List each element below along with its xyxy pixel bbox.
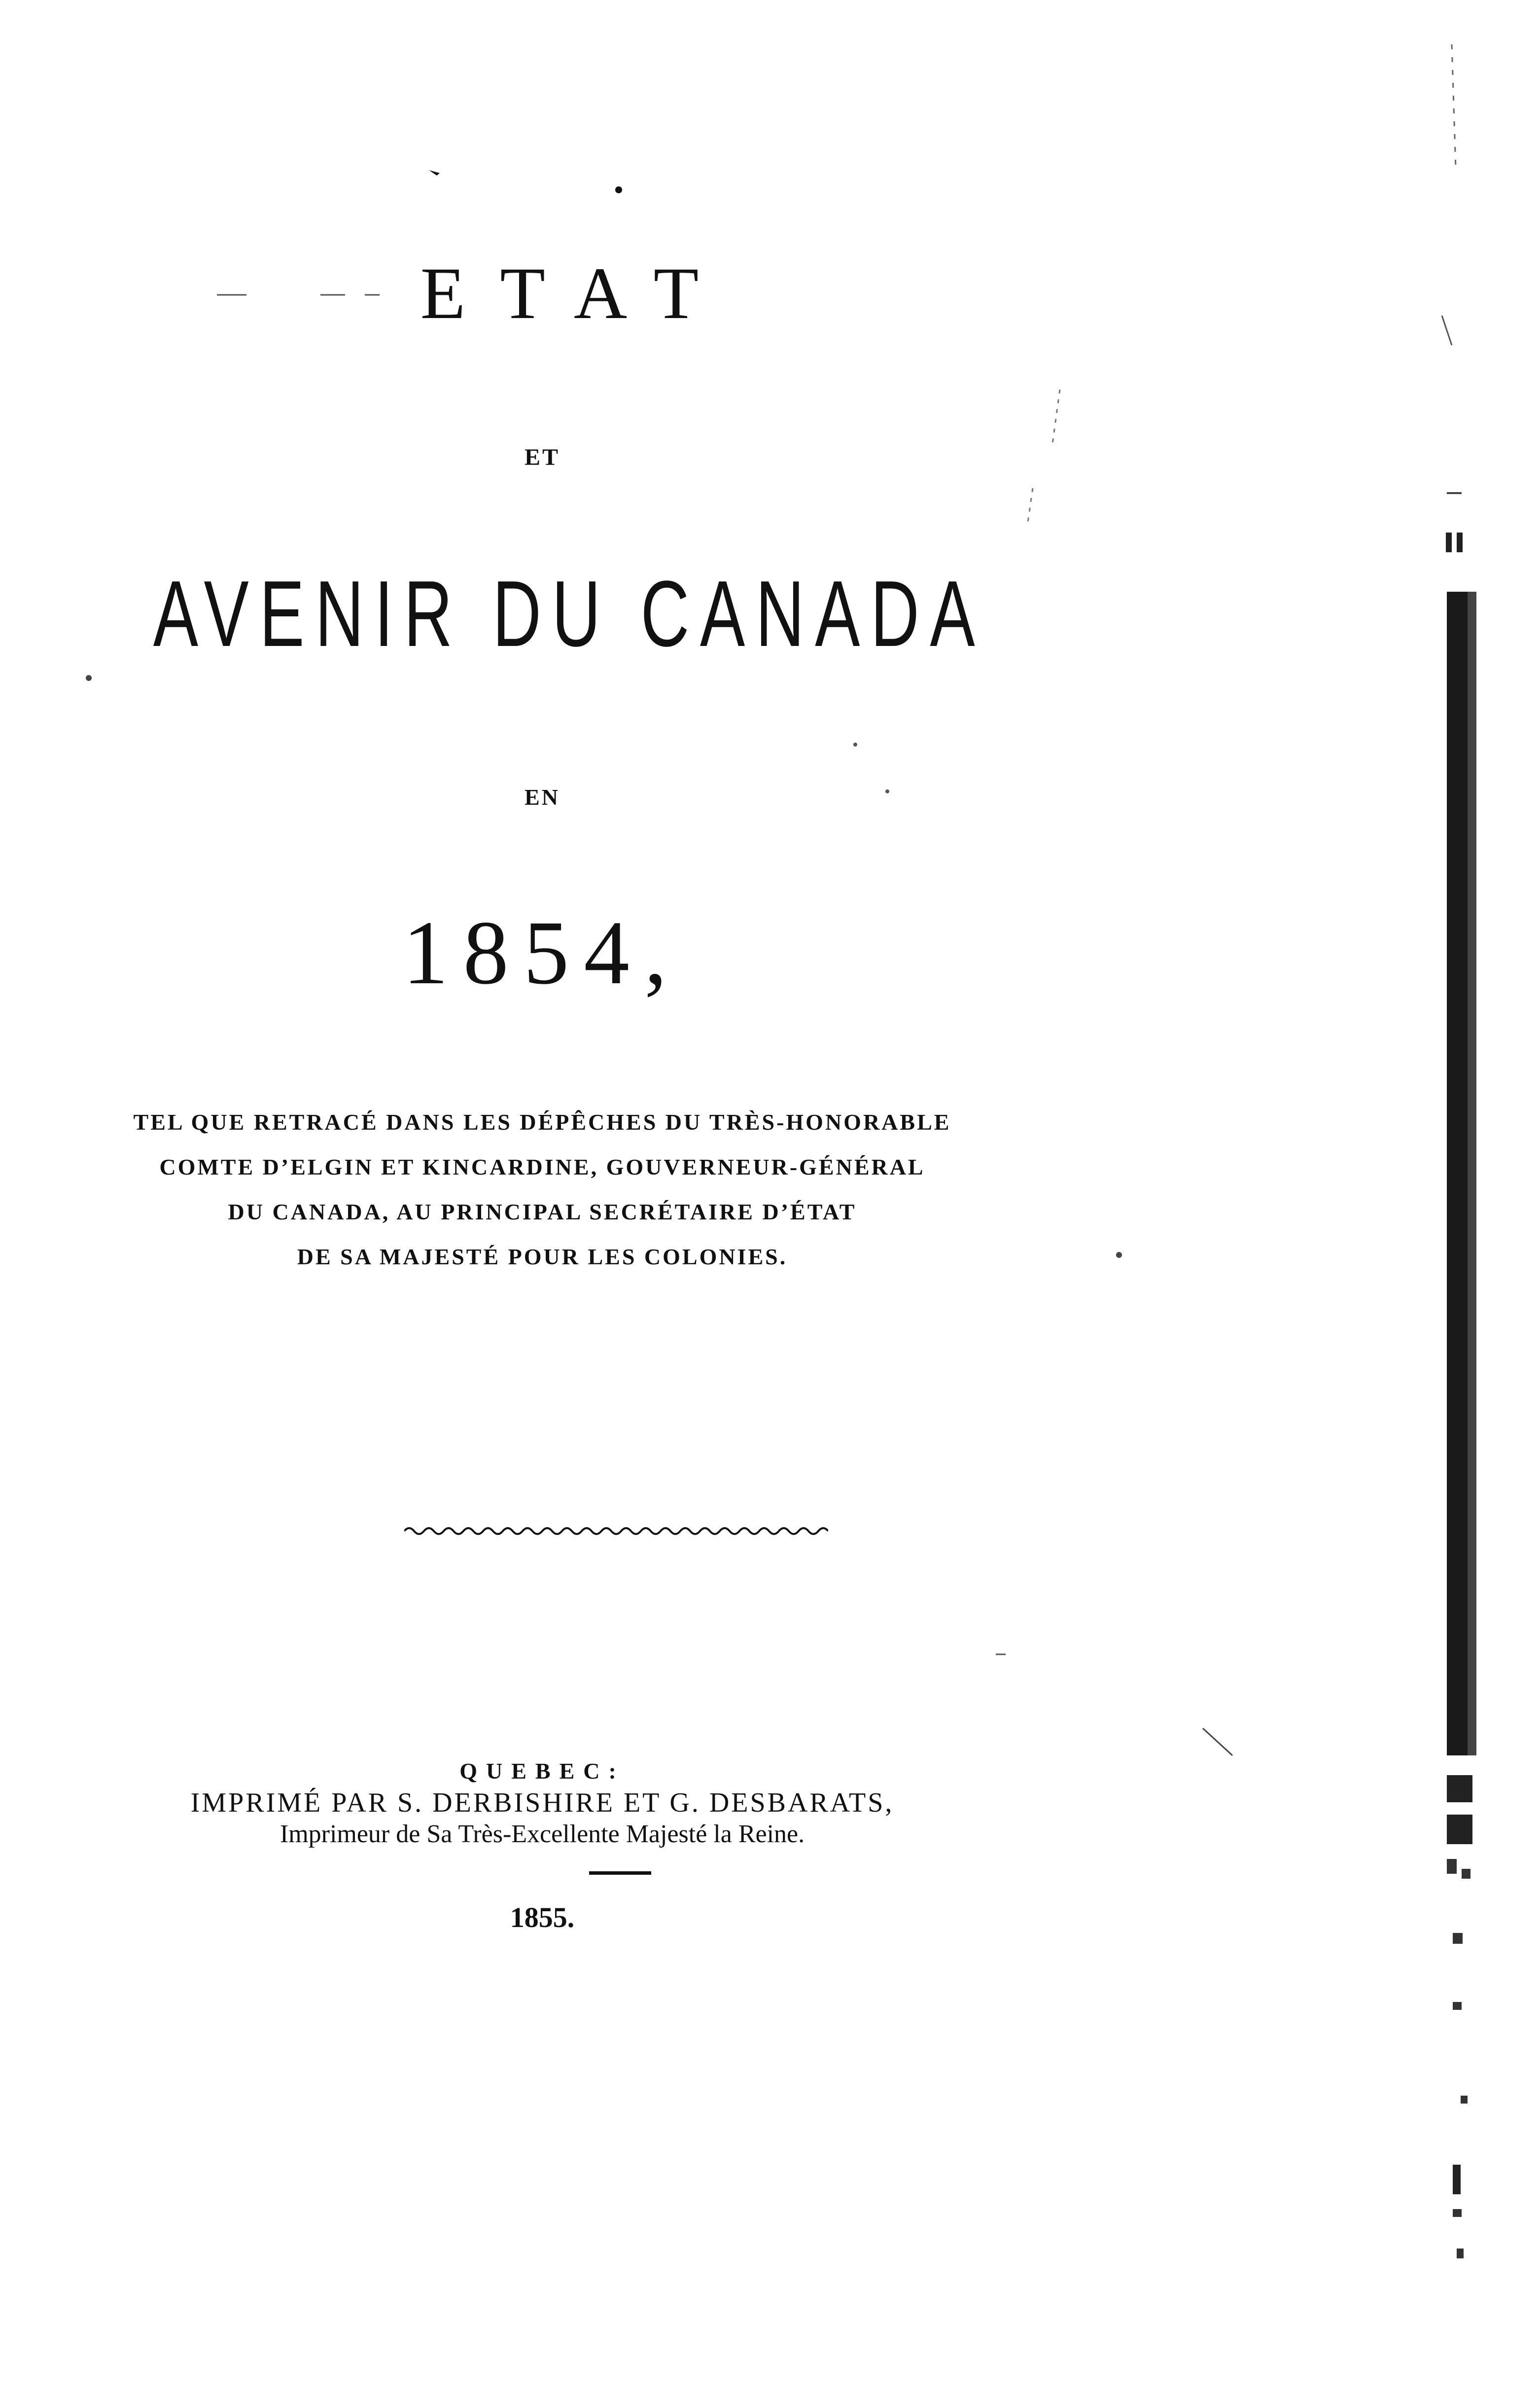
ornamental-rule: [404, 1521, 828, 1541]
imprint-block: [0, 1755, 1085, 1850]
description-block: [0, 1100, 1085, 1279]
title-connector-et: ET: [524, 444, 560, 470]
title-year: 1854,: [402, 902, 682, 1003]
description-line-2: COMTE D’ELGIN ET KINCARDINE, GOUVERNEUR-GÉNÉRAL: [159, 1154, 925, 1179]
title-line-avenir: AVENIR DU CANADA: [153, 562, 986, 666]
imprint-rule: [589, 1871, 651, 1875]
description-line-1: TEL QUE RETRACÉ DANS LES DÉPÊCHES DU TRÈS-HONORABLE: [133, 1109, 951, 1135]
description-line-4: DE SA MAJESTÉ POUR LES COLONIES.: [297, 1244, 788, 1269]
imprint-city: QUEBEC:: [459, 1758, 625, 1784]
title-connector-en: EN: [525, 785, 560, 810]
imprint-printer-title: Imprimeur de Sa Très-Excellente Majesté la Reine.: [280, 1820, 805, 1848]
binding-edge: [1432, 0, 1540, 2392]
publication-year: 1855.: [510, 1901, 575, 1933]
description-line-3: DU CANADA, AU PRINCIPAL SECRÉTAIRE D’ÉTAT: [228, 1199, 857, 1224]
title-line-etat: ETAT: [420, 252, 734, 334]
imprint-printer: IMPRIMÉ PAR S. DERBISHIRE ET G. DESBARATS,: [190, 1787, 894, 1818]
